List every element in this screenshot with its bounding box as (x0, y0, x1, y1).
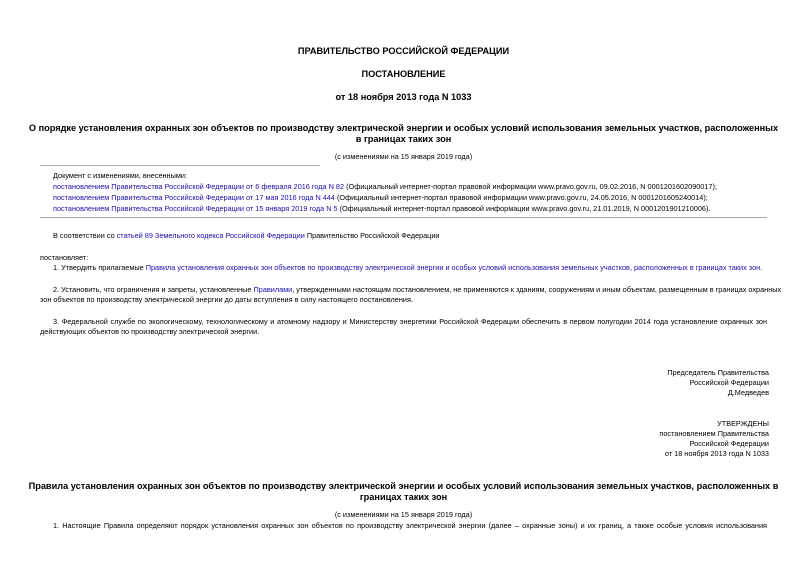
signature-org: Российской Федерации (689, 378, 769, 387)
rules-ref-link[interactable]: Правилами (253, 285, 293, 294)
amendment-item (53, 204, 710, 214)
separator-bottom (40, 217, 767, 218)
separator-top (40, 165, 320, 166)
decrees-word: постановляет: (40, 253, 89, 262)
amendment-link[interactable]: постановлением Правительства Российской Федерации от 6 февраля 2016 года N 82 (53, 182, 345, 191)
approved-heading: УТВЕРЖДЕНЫ (717, 419, 769, 428)
amendment-link[interactable]: постановлением Правительства Российской Федерации от 17 мая 2016 года N 444 (53, 193, 335, 202)
paragraph-2-line1: 2. Установить, что ограничения и запреты, установленные Правилами, утвержденными настоящим постановлением, не применяются к зданиям, сооружениям и иным объектам, размещенным в границах охранных (53, 285, 782, 294)
amendment-item (53, 193, 708, 203)
amendment-details: (Официальный интернет-портал правовой информации www.pravo.gov.ru, 09.02.2016, N 0001201602090017); (344, 182, 717, 191)
document-type-heading: ПОСТАНОВЛЕНИЕ (361, 69, 446, 79)
rules-title-line2: границах таких зон (359, 492, 448, 502)
signature-title: Председатель Правительства (667, 368, 769, 377)
rules-link[interactable]: Правила установления охранных зон объектов по производству электрической энергии и особых условий использования земельных участков, расположенных в границах таких зон (145, 263, 761, 272)
amendment-details: (Официальный интернет-портал правовой информации www.pravo.gov.ru, 21.01.2019, N 0001201901210006). (337, 204, 711, 213)
approved-line2: постановлением Правительства (659, 429, 769, 438)
signature-name: Д.Медведев (727, 388, 769, 397)
document-date-heading: от 18 ноября 2013 года N 1033 (335, 92, 472, 102)
rules-amended-note: (с изменениями на 15 января 2019 года) (334, 510, 473, 519)
rules-paragraph-1: 1. Настоящие Правила определяют порядок установления охранных зон объектов по производству электрической энергии (далее – охранные зоны) и их границ, а также особые условия использования (53, 521, 767, 530)
paragraph-3-line1: 3. Федеральной службе по экологическому, технологическому и атомному надзору и Министерству энергетики Российской Федерации обеспечить в первом полугодии 2014 года установление охранных зон (53, 317, 767, 326)
paragraph-3-line2: действующих объектов по производству электрической энергии. (40, 327, 260, 336)
amendments-intro: Документ с изменениями, внесенными: (53, 171, 187, 180)
document-title-line1: О порядке установления охранных зон объектов по производству электрической энергии и особых условий использования земельных участков, расположенных (28, 123, 779, 133)
paragraph-1: 1. Утвердить прилагаемые Правила установления охранных зон объектов по производству электрической энергии и особых условий использования земельных участков, расположенных в границах таких зон. (53, 263, 763, 272)
amendment-details: (Официальный интернет-портал правовой информации www.pravo.gov.ru, 24.05.2016, N 0001201605240014); (334, 193, 708, 202)
preamble: В соответствии со статьей 89 Земельного кодекса Российской Федерации Правительство Российской Федерации (53, 231, 440, 240)
land-code-link[interactable]: статьей 89 Земельного кодекса Российской Федерации (116, 231, 305, 240)
rules-title-line1: Правила установления охранных зон объектов по производству электрической энергии и особых условий использования земельных участков, расположенных в (28, 481, 779, 491)
document-title-line2: в границах таких зон (355, 134, 452, 144)
amendment-link[interactable]: постановлением Правительства Российской Федерации от 15 января 2019 года N 5 (53, 204, 338, 213)
government-heading: ПРАВИТЕЛЬСТВО РОССИЙСКОЙ ФЕДЕРАЦИИ (297, 46, 510, 56)
amended-note: (с изменениями на 15 января 2019 года) (334, 152, 473, 161)
approved-line3: Российской Федерации (689, 439, 769, 448)
amendment-item (53, 182, 717, 192)
paragraph-2-line2: зон объектов по производству электрической энергии до даты вступления в силу настоящего постановления. (40, 295, 413, 304)
approved-line4: от 18 ноября 2013 года N 1033 (664, 449, 769, 458)
